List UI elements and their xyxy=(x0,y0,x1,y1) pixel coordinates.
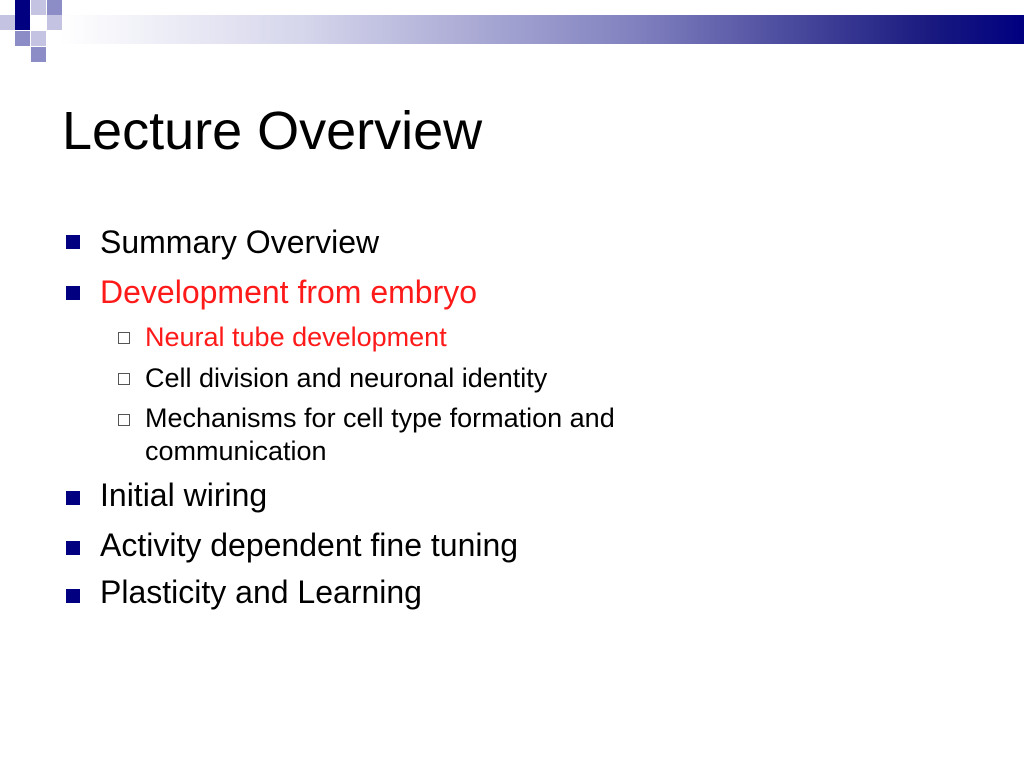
sub-bullet-item-continuation: communication xyxy=(145,436,327,466)
bullet-item-highlighted: Development from embryo xyxy=(100,274,478,310)
sub-bullet-item: Mechanisms for cell type formation and xyxy=(145,403,615,433)
hollow-square-bullet-icon xyxy=(118,414,130,426)
sub-bullet-item-highlighted: Neural tube development xyxy=(145,322,447,352)
square-bullet-icon xyxy=(66,491,80,505)
square-bullet-icon xyxy=(66,589,80,603)
square-bullet-icon xyxy=(66,235,80,249)
bullet-item: Initial wiring xyxy=(100,477,268,513)
square-bullet-icon xyxy=(66,541,80,555)
bullet-item: Activity dependent fine tuning xyxy=(100,527,519,563)
bullet-item: Plasticity and Learning xyxy=(100,574,422,610)
square-bullet-icon xyxy=(66,286,80,300)
sub-bullet-item: Cell division and neuronal identity xyxy=(145,363,548,393)
bullet-item: Summary Overview xyxy=(100,224,380,260)
hollow-square-bullet-icon xyxy=(118,373,130,385)
hollow-square-bullet-icon xyxy=(118,332,130,344)
slide-title: Lecture Overview xyxy=(62,101,483,161)
